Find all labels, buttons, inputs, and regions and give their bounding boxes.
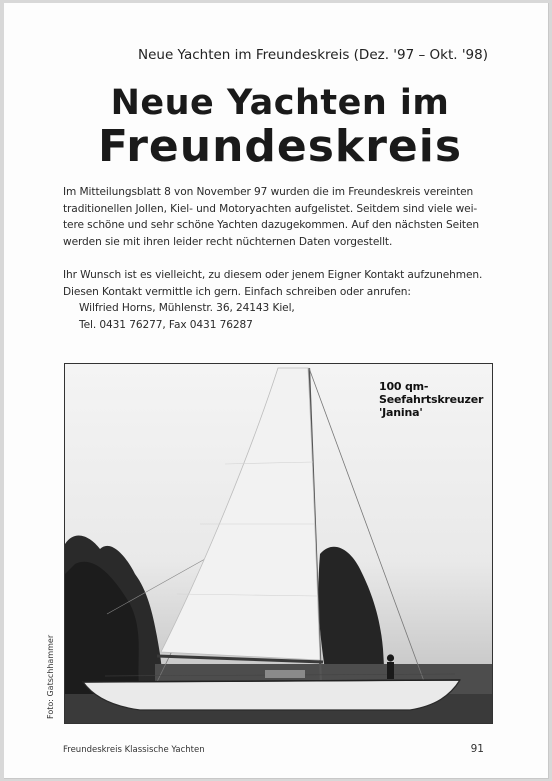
document-page [4,3,549,779]
photo-caption [379,380,483,419]
photo-caption-line: Seefahrtskreuzer [379,393,484,406]
yacht-photo [64,363,493,724]
intro-line: traditionellen Jollen, Kiel- und Motoryachten aufgelistet. Seitdem sind viele wei- [63,202,478,215]
running-header: Neue Yachten im Freundeskreis (Dez. '97 – Okt. '98) [138,47,488,63]
intro-line: werden sie mit ihren leider recht nüchternen Daten vorgestellt. [63,235,393,248]
intro-line: tere schöne und sehr schöne Yachten dazugekommen. Auf den nächsten Seiten [63,219,479,232]
intro-line: Im Mitteilungsblatt 8 von November 97 wurden die im Freundeskreis vereinten [63,186,474,198]
page-title-line-2: Freundeskreis [97,121,463,172]
contact-line: Diesen Kontakt vermittle ich gern. Einfach schreiben oder anrufen: [63,285,411,298]
contact-paragraph [63,267,503,333]
photo-caption-line: 'Janina' [379,406,423,419]
footer-publication: Freundeskreis Klassische Yachten [63,745,205,755]
photo-credit: Foto: Gatschhammer [46,634,55,719]
intro-paragraph [63,184,503,250]
photo-caption-line: 100 qm- [379,380,429,393]
contact-line: Ihr Wunsch ist es vielleicht, zu diesem oder jenem Eigner Kontakt aufzunehmen. [63,269,483,281]
contact-address: Wilfried Horns, Mühlenstr. 36, 24143 Kiel, [79,302,295,315]
contact-phone: Tel. 0431 76277, Fax 0431 76287 [79,318,253,331]
page-number: 91 [470,743,484,755]
page-title-line-1: Neue Yachten im [110,83,450,123]
